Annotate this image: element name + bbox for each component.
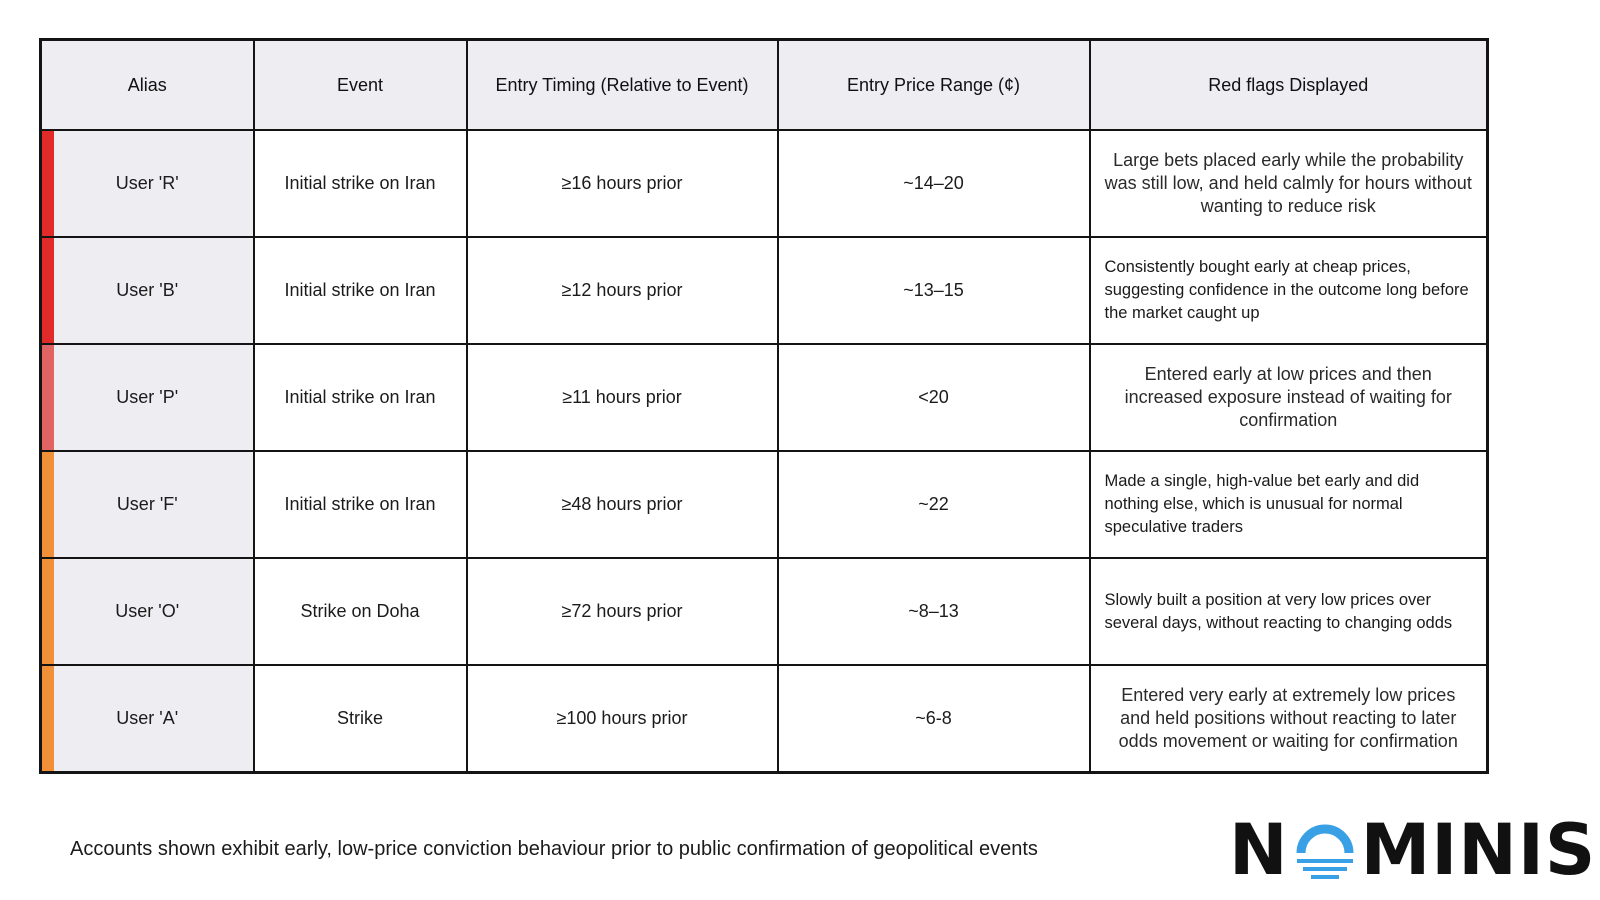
alias-cell — [41, 665, 254, 772]
header-entry-price-range: Entry Price Range (¢) — [778, 40, 1090, 131]
timing-cell: ≥11 hours prior — [467, 344, 778, 451]
table-row — [41, 344, 1488, 451]
header-entry-timing: Entry Timing (Relative to Event) — [467, 40, 778, 131]
logo-letter-n: N — [1229, 809, 1289, 891]
table-row — [41, 558, 1488, 665]
header-row — [41, 40, 1488, 131]
risk-flag-bar — [42, 559, 54, 664]
price-cell: ~22 — [778, 451, 1090, 558]
event-cell: Strike on Doha — [254, 558, 467, 665]
nominis-logo — [1229, 809, 1597, 891]
event-cell: Initial strike on Iran — [254, 237, 467, 344]
event-cell: Strike — [254, 665, 467, 772]
risk-flag-bar — [42, 452, 54, 557]
alias-text: User 'A' — [116, 707, 179, 728]
alias-text: User 'F' — [116, 494, 178, 514]
timing-cell: ≥12 hours prior — [467, 237, 778, 344]
risk-flag-bar — [42, 131, 54, 236]
table-header — [41, 40, 1488, 131]
price-cell: ~8–13 — [778, 558, 1090, 665]
header-red-flags: Red flags Displayed — [1090, 40, 1488, 131]
insider-accounts-table — [39, 38, 1489, 774]
logo-wordmark — [1229, 809, 1597, 891]
timing-cell: ≥72 hours prior — [467, 558, 778, 665]
red-flags-cell: Large bets placed early while the probability was still low, and held calmly for hours without wanting to reduce risk — [1090, 130, 1488, 237]
table-row — [41, 451, 1488, 558]
event-cell: Initial strike on Iran — [254, 451, 467, 558]
table-row — [41, 665, 1488, 772]
alias-text: User 'R' — [115, 173, 179, 193]
alias-cell — [41, 451, 254, 558]
red-flags-cell: Consistently bought early at cheap prices, suggesting confidence in the outcome long before the market caught up — [1090, 237, 1488, 344]
red-flags-cell: Made a single, high-value bet early and did nothing else, which is unusual for normal speculative traders — [1090, 451, 1488, 558]
red-flags-cell: Slowly built a position at very low prices over several days, without reacting to changing odds — [1090, 558, 1488, 665]
alias-cell — [41, 237, 254, 344]
price-cell: ~14–20 — [778, 130, 1090, 237]
header-event: Event — [254, 40, 467, 131]
header-alias: Alias — [41, 40, 254, 131]
risk-flag-bar — [42, 666, 54, 771]
price-cell: <20 — [778, 344, 1090, 451]
red-flags-cell: Entered early at low prices and then increased exposure instead of waiting for confirmation — [1090, 344, 1488, 451]
footer-caption: Accounts shown exhibit early, low-price conviction behaviour prior to public confirmation of geopolitical events — [70, 838, 1038, 860]
alias-text: User 'P' — [116, 387, 179, 407]
risk-flag-bar — [42, 345, 54, 450]
risk-flag-bar — [42, 238, 54, 343]
alias-text: User 'O' — [115, 601, 180, 621]
timing-cell: ≥48 hours prior — [467, 451, 778, 558]
logo-letters-minis: MINIS — [1360, 809, 1597, 891]
timing-cell: ≥16 hours prior — [467, 130, 778, 237]
logo-o-icon — [1293, 819, 1357, 881]
table-row — [41, 237, 1488, 344]
alias-text: User 'B' — [116, 280, 179, 300]
alias-cell — [41, 558, 254, 665]
red-flags-cell: Entered very early at extremely low prices and held positions without reacting to later odds movement or waiting for confirmation — [1090, 665, 1488, 772]
table-row — [41, 130, 1488, 237]
timing-cell: ≥100 hours prior — [467, 665, 778, 772]
event-cell: Initial strike on Iran — [254, 344, 467, 451]
alias-cell — [41, 344, 254, 451]
insider-accounts-table-container — [39, 38, 1488, 774]
price-cell: ~13–15 — [778, 237, 1090, 344]
price-cell: ~6-8 — [778, 665, 1090, 772]
event-cell: Initial strike on Iran — [254, 130, 467, 237]
table-body — [41, 130, 1488, 772]
alias-cell — [41, 130, 254, 237]
